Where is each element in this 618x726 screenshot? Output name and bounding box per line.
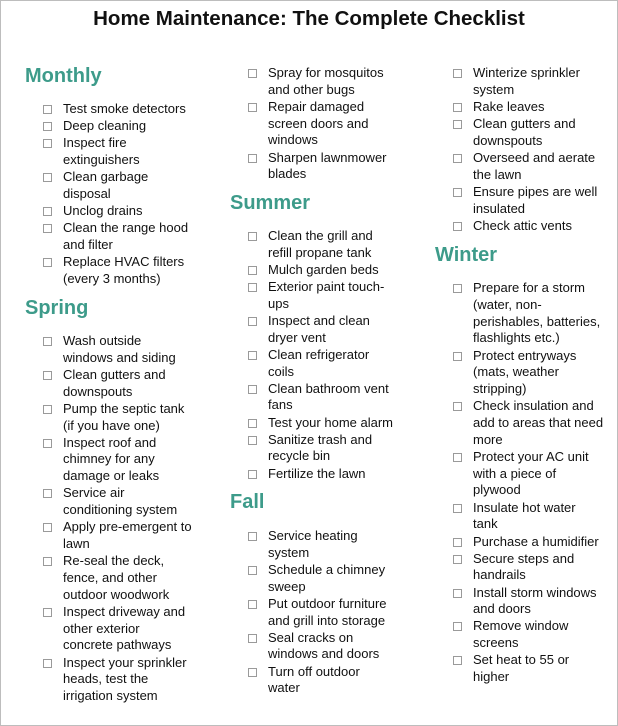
checkbox[interactable] — [43, 608, 52, 617]
item-text: Put outdoor furniture — [268, 595, 387, 611]
checkbox[interactable] — [248, 266, 257, 275]
item-text: Spray for mosquitos — [268, 65, 384, 80]
item-text: dryer vent — [268, 329, 326, 345]
item-text: conditioning system — [63, 502, 178, 518]
item-text: sweep — [268, 578, 306, 594]
item-text: Prepare for a storm — [473, 280, 585, 295]
section-heading-winter: Winter — [435, 244, 498, 266]
item-text: higher — [473, 669, 510, 685]
checkbox[interactable] — [453, 352, 462, 361]
item-text: screens — [473, 635, 519, 651]
item-text: Apply pre-emergent to — [63, 519, 192, 535]
item-text: the lawn — [473, 166, 522, 182]
item-text: water — [268, 680, 300, 696]
item-text: Clean gutters and — [473, 116, 576, 131]
item-text: Clean gutters and — [63, 366, 166, 382]
item-text: Sharpen lawnmower — [268, 149, 387, 165]
item-text: perishables, batteries, — [473, 313, 601, 329]
checkbox[interactable] — [43, 139, 52, 148]
item-text: Clean the range hood — [63, 220, 189, 236]
item-text: Inspect fire — [63, 135, 127, 151]
checkbox[interactable] — [453, 555, 462, 564]
checkbox[interactable] — [248, 69, 257, 78]
item-text: recycle bin — [268, 448, 331, 464]
item-text: and doors — [473, 601, 531, 617]
item-text: heads, test the — [63, 671, 149, 687]
item-text: screen doors and — [268, 115, 369, 131]
checkbox[interactable] — [43, 173, 52, 182]
checkbox[interactable] — [248, 419, 257, 428]
section-heading-spring: Spring — [25, 297, 89, 319]
item-text: fans — [268, 397, 293, 413]
item-text: Protect entryways — [473, 347, 577, 363]
item-text: Winterize sprinkler — [473, 65, 580, 80]
item-text: (water, non- — [473, 296, 542, 312]
item-text: Replace HVAC filters — [63, 254, 185, 269]
checkbox[interactable] — [453, 154, 462, 163]
item-text: Deep cleaning — [63, 118, 147, 134]
checkbox[interactable] — [248, 232, 257, 241]
item-text: Seal cracks on — [268, 629, 354, 645]
item-text: tank — [473, 516, 498, 532]
item-text: Rake leaves — [473, 98, 545, 114]
item-text: more — [473, 431, 503, 447]
checkbox[interactable] — [453, 589, 462, 598]
item-text: Clean garbage — [63, 169, 149, 185]
checkbox[interactable] — [453, 188, 462, 197]
checkbox[interactable] — [453, 504, 462, 513]
checkbox[interactable] — [43, 659, 52, 668]
item-text: irrigation system — [63, 688, 158, 704]
item-text: windows — [268, 132, 318, 148]
item-text: disposal — [63, 185, 111, 201]
item-text: chimney for any — [63, 451, 155, 467]
item-text: flashlights etc.) — [473, 330, 560, 346]
item-text: Insulate hot water — [473, 499, 576, 515]
checkbox[interactable] — [248, 634, 257, 643]
item-text: Repair damaged — [268, 98, 365, 114]
checkbox[interactable] — [43, 371, 52, 380]
checkbox[interactable] — [453, 69, 462, 78]
item-text: Inspect driveway and — [63, 603, 186, 619]
item-text: Service air — [63, 485, 125, 501]
checkbox[interactable] — [43, 557, 52, 566]
item-text: other exterior — [63, 620, 140, 636]
checkbox[interactable] — [248, 103, 257, 112]
item-text: Unclog drains — [63, 203, 143, 218]
item-text: add to areas that need — [473, 414, 604, 430]
checkbox[interactable] — [43, 105, 52, 114]
item-text: Test your home alarm — [268, 414, 393, 430]
checkbox[interactable] — [453, 120, 462, 129]
item-text: coils — [268, 363, 295, 379]
item-text: ups — [268, 295, 289, 311]
item-text: downspouts — [473, 132, 543, 148]
checkbox[interactable] — [248, 385, 257, 394]
page-title: Home Maintenance: The Complete Checklist — [93, 7, 525, 30]
item-text: Ensure pipes are well — [473, 183, 598, 199]
checkbox[interactable] — [248, 532, 257, 541]
item-text: fence, and other — [63, 569, 157, 585]
item-text: Inspect your sprinkler — [63, 654, 187, 670]
item-text: windows and siding — [63, 349, 176, 365]
checkbox[interactable] — [453, 656, 462, 665]
item-text: and other bugs — [268, 81, 355, 97]
checkbox[interactable] — [43, 337, 52, 346]
item-text: Clean bathroom vent — [268, 380, 389, 396]
checkbox[interactable] — [453, 402, 462, 411]
checkbox[interactable] — [248, 566, 257, 575]
checkbox[interactable] — [43, 224, 52, 233]
checkbox[interactable] — [43, 258, 52, 267]
checkbox[interactable] — [248, 668, 257, 677]
item-text: system — [473, 81, 515, 97]
item-text: system — [268, 544, 310, 560]
checkbox[interactable] — [453, 103, 462, 112]
item-text: extinguishers — [63, 151, 140, 167]
item-text: Secure steps and — [473, 550, 575, 566]
item-text: Test smoke detectors — [63, 101, 186, 116]
item-text: windows and doors — [268, 646, 380, 662]
item-text: blades — [268, 166, 307, 182]
item-text: Purchase a humidifier — [473, 533, 599, 549]
item-text: (if you have one) — [63, 417, 160, 433]
item-text: Check insulation and — [473, 398, 594, 414]
checkbox[interactable] — [453, 284, 462, 293]
item-text: Re-seal the deck, — [63, 553, 165, 569]
section-heading-summer: Summer — [230, 192, 311, 214]
item-text: refill propane tank — [268, 244, 372, 260]
item-text: Schedule a chimney — [268, 561, 386, 577]
item-text: downspouts — [63, 383, 133, 399]
checkbox[interactable] — [248, 470, 257, 479]
checkbox[interactable] — [453, 538, 462, 547]
checkbox[interactable] — [248, 317, 257, 326]
checkbox[interactable] — [248, 283, 257, 292]
item-text: Exterior paint touch- — [268, 279, 385, 294]
item-text: handrails — [473, 567, 526, 583]
item-text: Turn off outdoor — [268, 663, 360, 679]
checkbox[interactable] — [43, 439, 52, 448]
checkbox[interactable] — [43, 523, 52, 532]
item-text: Set heat to 55 or — [473, 652, 570, 668]
item-text: (every 3 months) — [63, 270, 161, 286]
checkbox[interactable] — [248, 351, 257, 360]
checkbox[interactable] — [453, 622, 462, 631]
item-text: Inspect roof and — [63, 434, 157, 450]
item-text: plywood — [473, 482, 521, 498]
checkbox[interactable] — [453, 222, 462, 231]
item-text: Service heating — [268, 528, 358, 543]
item-text: Check attic vents — [473, 217, 572, 233]
item-text: outdoor woodwork — [63, 586, 170, 602]
item-text: Remove window — [473, 618, 569, 634]
checkbox[interactable] — [43, 489, 52, 498]
item-text: Sanitize trash and — [268, 431, 373, 447]
item-text: Clean the grill and — [268, 228, 373, 243]
item-text: insulated — [473, 200, 526, 216]
checkbox[interactable] — [43, 405, 52, 414]
checkbox[interactable] — [248, 436, 257, 445]
item-text: Wash outside — [63, 333, 142, 348]
checkbox[interactable] — [453, 453, 462, 462]
item-text: damage or leaks — [63, 468, 160, 484]
item-text: Clean refrigerator — [268, 346, 370, 362]
item-text: lawn — [63, 536, 90, 552]
checkbox[interactable] — [248, 600, 257, 609]
item-text: Mulch garden beds — [268, 261, 379, 277]
item-text: (mats, weather — [473, 364, 559, 380]
item-text: Overseed and aerate — [473, 149, 596, 165]
item-text: Inspect and clean — [268, 312, 370, 328]
item-text: with a piece of — [473, 465, 557, 481]
section-heading-monthly: Monthly — [25, 65, 102, 87]
checkbox[interactable] — [248, 154, 257, 163]
section-heading-fall: Fall — [230, 491, 265, 513]
item-text: Fertilize the lawn — [268, 465, 366, 481]
item-text: Protect your AC unit — [473, 448, 589, 464]
item-text: Pump the septic tank — [63, 400, 185, 416]
checkbox[interactable] — [43, 122, 52, 131]
checkbox[interactable] — [43, 207, 52, 216]
item-text: and filter — [63, 236, 113, 252]
item-text: concrete pathways — [63, 637, 172, 653]
item-text: Install storm windows — [473, 584, 597, 600]
item-text: stripping) — [473, 381, 527, 397]
item-text: and grill into storage — [268, 612, 386, 628]
